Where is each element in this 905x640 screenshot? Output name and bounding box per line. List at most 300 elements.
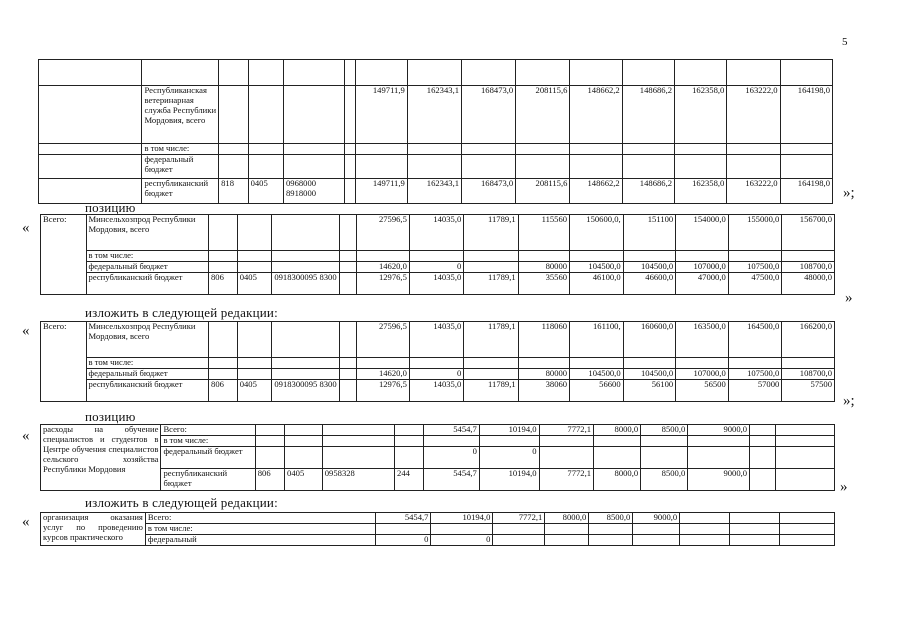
table-row xyxy=(39,155,833,179)
value-cell: 8000,0 xyxy=(545,513,589,524)
code-cell xyxy=(237,322,272,358)
value-cell xyxy=(780,144,832,155)
value-cell xyxy=(676,358,729,369)
value-cell: 0 xyxy=(479,447,539,469)
code-cell xyxy=(283,155,344,179)
code-cell xyxy=(272,215,339,251)
value-cell: 166200,0 xyxy=(782,322,835,358)
value-cell: 149711,9 xyxy=(356,86,407,144)
code-cell xyxy=(322,436,394,447)
value-cell: 14035,0 xyxy=(409,380,463,402)
heading-new-version-2: изложить в следующей редакции: xyxy=(85,495,278,510)
value-cell: 14620,0 xyxy=(357,262,409,273)
value-cell xyxy=(545,535,589,546)
value-cell: 0 xyxy=(431,535,493,546)
value-cell: 108700,0 xyxy=(782,369,835,380)
code-cell xyxy=(322,447,394,469)
value-cell xyxy=(776,447,835,469)
value-cell: 150600,0, xyxy=(570,215,624,251)
value-cell: 8500,0 xyxy=(589,513,633,524)
code-cell xyxy=(209,215,238,251)
value-cell xyxy=(688,436,750,447)
value-cell: 11789,1 xyxy=(464,380,518,402)
expense-label: расходы на обучение специалистов и студентов в Центре обучения специалистов сельского хозяйства Республики Мордовия xyxy=(41,425,161,491)
code-cell xyxy=(272,358,339,369)
code-cell xyxy=(209,369,238,380)
value-cell: 7772,1 xyxy=(493,513,545,524)
code-cell xyxy=(209,262,238,273)
code-cell xyxy=(209,322,238,358)
value-cell: 164500,0 xyxy=(728,322,782,358)
code-cell xyxy=(255,425,284,436)
value-cell xyxy=(622,60,674,86)
empty-cell xyxy=(344,86,356,144)
value-cell xyxy=(539,436,593,447)
value-cell: 5454,7 xyxy=(375,513,431,524)
value-cell xyxy=(539,447,593,469)
code-cell xyxy=(219,60,248,86)
row-name: федеральный xyxy=(145,535,375,546)
row-name: в том числе: xyxy=(86,358,209,369)
value-cell xyxy=(409,251,463,262)
code-cell: 0958328 xyxy=(322,469,394,491)
value-cell: 9000,0 xyxy=(688,425,750,436)
table-row xyxy=(41,262,835,273)
value-cell xyxy=(545,524,589,535)
value-cell xyxy=(464,369,518,380)
code-cell: 0405 xyxy=(285,469,323,491)
value-cell: 38060 xyxy=(518,380,569,402)
row-name: республиканский бюджет xyxy=(142,179,219,204)
value-cell: 10194,0 xyxy=(479,469,539,491)
value-cell: 148662,2 xyxy=(570,179,622,204)
code-cell xyxy=(272,251,339,262)
value-cell: 148662,2 xyxy=(570,86,622,144)
value-cell: 12976,5 xyxy=(357,380,409,402)
code-cell: 806 xyxy=(209,380,238,402)
empty-cell xyxy=(339,273,357,295)
value-cell xyxy=(493,524,545,535)
row-name: республиканский бюджет xyxy=(161,469,255,491)
value-cell xyxy=(750,436,776,447)
value-cell xyxy=(776,425,835,436)
value-cell: 154000,0 xyxy=(676,215,729,251)
value-cell xyxy=(516,144,570,155)
value-cell xyxy=(782,358,835,369)
row-name: в том числе: xyxy=(86,251,208,262)
value-cell: 27596,5 xyxy=(357,322,409,358)
value-cell xyxy=(633,535,680,546)
row-name xyxy=(142,60,219,86)
value-cell: 57500 xyxy=(782,380,835,402)
value-cell xyxy=(675,155,727,179)
value-cell xyxy=(464,262,518,273)
value-cell: 162343,1 xyxy=(407,86,461,144)
value-cell xyxy=(727,155,780,179)
code-cell: 0405 xyxy=(237,380,272,402)
table-row xyxy=(39,86,833,144)
code-cell: 818 xyxy=(219,179,248,204)
code-cell xyxy=(219,86,248,144)
code-cell xyxy=(395,447,424,469)
value-cell xyxy=(424,436,480,447)
opening-quote-4: « xyxy=(22,428,30,444)
heading-position-2: позицию xyxy=(85,409,136,424)
code-cell xyxy=(248,155,283,179)
code-cell xyxy=(237,369,272,380)
value-cell: 9000,0 xyxy=(633,513,680,524)
value-cell xyxy=(493,535,545,546)
code-cell: 806 xyxy=(255,469,284,491)
code-cell xyxy=(209,358,238,369)
code-cell xyxy=(283,144,344,155)
row-name: в том числе: xyxy=(142,144,219,155)
code-cell: 0918300095 8300 xyxy=(272,273,339,295)
value-cell: 11789,1 xyxy=(464,215,518,251)
value-cell: 0 xyxy=(409,262,463,273)
value-cell xyxy=(431,524,493,535)
heading-position-1: позицию xyxy=(85,200,136,215)
code-cell xyxy=(285,436,323,447)
empty-cell xyxy=(339,369,357,380)
value-cell: 148686,2 xyxy=(622,179,674,204)
row-name: республиканский бюджет xyxy=(86,273,208,295)
value-cell xyxy=(479,436,539,447)
value-cell xyxy=(407,60,461,86)
value-cell: 104500,0 xyxy=(570,262,624,273)
value-cell xyxy=(570,144,622,155)
value-cell xyxy=(675,144,727,155)
value-cell xyxy=(570,251,624,262)
value-cell xyxy=(570,358,624,369)
value-cell: 115560 xyxy=(518,215,569,251)
value-cell: 7772,1 xyxy=(539,425,593,436)
value-cell xyxy=(623,358,676,369)
code-cell xyxy=(395,425,424,436)
value-cell xyxy=(633,524,680,535)
code-cell xyxy=(272,369,339,380)
code-cell xyxy=(285,447,323,469)
value-cell: 0 xyxy=(424,447,480,469)
value-cell: 10194,0 xyxy=(431,513,493,524)
value-cell xyxy=(750,447,776,469)
value-cell xyxy=(750,469,776,491)
service-label: организация оказания услуг по проведению курсов практического xyxy=(41,513,146,546)
value-cell: 5454,7 xyxy=(424,469,480,491)
value-cell xyxy=(730,513,780,524)
code-cell xyxy=(237,215,272,251)
value-cell xyxy=(680,513,730,524)
closing-quote-1: »; xyxy=(843,185,855,201)
value-cell: 160600,0 xyxy=(623,322,676,358)
value-cell xyxy=(623,251,676,262)
value-cell: 104500,0 xyxy=(570,369,624,380)
value-cell xyxy=(676,251,729,262)
value-cell: 107000,0 xyxy=(676,262,729,273)
value-cell xyxy=(680,535,730,546)
row-name: Республиканская ветеринарная служба Республики Мордовия, всего xyxy=(142,86,219,144)
table-row xyxy=(39,144,833,155)
empty-cell xyxy=(39,155,142,179)
code-cell: 806 xyxy=(209,273,238,295)
value-cell: 11789,1 xyxy=(464,273,518,295)
value-cell: 12976,5 xyxy=(357,273,409,295)
opening-quote-3: « xyxy=(22,323,30,339)
value-cell: 8000,0 xyxy=(594,425,641,436)
value-cell: 164198,0 xyxy=(780,86,832,144)
code-cell xyxy=(209,251,238,262)
value-cell xyxy=(589,524,633,535)
value-cell xyxy=(407,144,461,155)
code-cell xyxy=(237,251,272,262)
table-row xyxy=(41,369,835,380)
value-cell: 163500,0 xyxy=(676,322,729,358)
table-row xyxy=(41,535,835,546)
closing-quote-4: » xyxy=(840,479,848,495)
value-cell: 208115,6 xyxy=(516,179,570,204)
row-name: Минсельхозпрод Республики Мордовия, всего xyxy=(86,215,208,251)
value-cell xyxy=(594,436,641,447)
table-row xyxy=(41,273,835,295)
value-cell xyxy=(462,144,516,155)
value-cell: 57000 xyxy=(728,380,782,402)
row-name: Всего: xyxy=(161,425,255,436)
value-cell xyxy=(570,155,622,179)
value-cell xyxy=(780,535,835,546)
value-cell xyxy=(675,60,727,86)
empty-cell xyxy=(339,251,357,262)
value-cell: 46600,0 xyxy=(623,273,676,295)
value-cell: 80000 xyxy=(518,262,569,273)
value-cell xyxy=(356,60,407,86)
row-name: федеральный бюджет xyxy=(86,369,209,380)
empty-cell xyxy=(339,358,357,369)
value-cell xyxy=(516,155,570,179)
code-cell xyxy=(237,262,272,273)
value-cell: 56100 xyxy=(623,380,676,402)
value-cell xyxy=(641,436,688,447)
value-cell: 27596,5 xyxy=(357,215,409,251)
value-cell: 14035,0 xyxy=(409,273,463,295)
value-cell xyxy=(356,155,407,179)
value-cell: 162358,0 xyxy=(675,179,727,204)
value-cell: 8000,0 xyxy=(594,469,641,491)
value-cell: 161100, xyxy=(570,322,624,358)
value-cell: 163222,0 xyxy=(727,86,780,144)
value-cell xyxy=(518,358,569,369)
table-row xyxy=(41,215,835,251)
value-cell: 151100 xyxy=(623,215,676,251)
code-cell: 0968000 8918000 xyxy=(283,179,344,204)
empty-cell xyxy=(39,144,142,155)
budget-table-position-1 xyxy=(40,214,835,295)
value-cell: 148686,2 xyxy=(622,86,674,144)
value-cell: 0 xyxy=(375,535,431,546)
value-cell: 8500,0 xyxy=(641,425,688,436)
value-cell xyxy=(409,358,463,369)
value-cell xyxy=(728,358,782,369)
value-cell: 108700,0 xyxy=(782,262,835,273)
value-cell xyxy=(680,524,730,535)
value-cell: 208115,6 xyxy=(516,86,570,144)
value-cell: 155000,0 xyxy=(728,215,782,251)
value-cell: 35560 xyxy=(518,273,569,295)
value-cell: 47500,0 xyxy=(728,273,782,295)
value-cell: 104500,0 xyxy=(623,262,676,273)
value-cell: 118060 xyxy=(518,322,569,358)
row-name: федеральный бюджет xyxy=(161,447,255,469)
value-cell: 9000,0 xyxy=(688,469,750,491)
table-row xyxy=(39,60,833,86)
value-cell xyxy=(375,524,431,535)
value-cell: 10194,0 xyxy=(479,425,539,436)
code-cell xyxy=(322,425,394,436)
value-cell xyxy=(622,144,674,155)
value-cell xyxy=(518,251,569,262)
value-cell xyxy=(728,251,782,262)
value-cell: 164198,0 xyxy=(780,179,832,204)
table-row xyxy=(41,524,835,535)
code-cell xyxy=(219,144,248,155)
value-cell xyxy=(516,60,570,86)
opening-quote-5: « xyxy=(22,514,30,530)
value-cell: 104500,0 xyxy=(623,369,676,380)
value-cell: 14035,0 xyxy=(409,322,463,358)
value-cell: 11789,1 xyxy=(464,322,518,358)
value-cell: 14620,0 xyxy=(357,369,409,380)
row-name: республиканский бюджет xyxy=(86,380,209,402)
code-cell xyxy=(255,436,284,447)
value-cell: 5454,7 xyxy=(424,425,480,436)
table-row xyxy=(41,425,835,436)
code-cell: 0918300095 8300 xyxy=(272,380,339,402)
value-cell: 80000 xyxy=(518,369,569,380)
value-cell xyxy=(594,447,641,469)
code-cell xyxy=(237,358,272,369)
value-cell: 162343,1 xyxy=(407,179,461,204)
value-cell xyxy=(688,447,750,469)
code-cell xyxy=(248,144,283,155)
heading-new-version-1: изложить в следующей редакции: xyxy=(85,305,278,320)
value-cell xyxy=(356,144,407,155)
value-cell: 168473,0 xyxy=(462,86,516,144)
value-cell: 14035,0 xyxy=(409,215,463,251)
value-cell: 163222,0 xyxy=(727,179,780,204)
row-name: в том числе: xyxy=(161,436,255,447)
value-cell xyxy=(641,447,688,469)
value-cell xyxy=(780,513,835,524)
value-cell: 107500,0 xyxy=(728,369,782,380)
value-cell xyxy=(730,524,780,535)
row-name: федеральный бюджет xyxy=(86,262,208,273)
value-cell xyxy=(464,358,518,369)
table-row xyxy=(41,358,835,369)
code-cell xyxy=(272,322,339,358)
code-cell: 0405 xyxy=(248,179,283,204)
value-cell: 149711,9 xyxy=(356,179,407,204)
empty-cell xyxy=(339,380,357,402)
value-cell: 47000,0 xyxy=(676,273,729,295)
value-cell: 168473,0 xyxy=(462,179,516,204)
code-cell: 244 xyxy=(395,469,424,491)
value-cell: 107000,0 xyxy=(676,369,729,380)
value-cell xyxy=(622,155,674,179)
opening-quote-2: « xyxy=(22,220,30,236)
empty-cell xyxy=(344,60,356,86)
value-cell xyxy=(730,535,780,546)
table-row xyxy=(41,380,835,402)
closing-quote-3: »; xyxy=(843,393,855,409)
code-cell: 0405 xyxy=(237,273,272,295)
value-cell xyxy=(357,251,409,262)
value-cell: 162358,0 xyxy=(675,86,727,144)
row-name: в том числе: xyxy=(145,524,375,535)
value-cell: 156700,0 xyxy=(782,215,835,251)
row-name: Минсельхозпрод Республики Мордовия, всего xyxy=(86,322,209,358)
value-cell: 46100,0 xyxy=(570,273,624,295)
value-cell xyxy=(780,60,832,86)
budget-table-new-version-1 xyxy=(40,321,835,402)
closing-quote-2: » xyxy=(845,290,853,306)
value-cell: 8500,0 xyxy=(641,469,688,491)
code-cell xyxy=(285,425,323,436)
value-cell: 48000,0 xyxy=(782,273,835,295)
code-cell xyxy=(395,436,424,447)
row-name: федеральный бюджет xyxy=(142,155,219,179)
empty-cell xyxy=(339,262,357,273)
code-cell xyxy=(255,447,284,469)
budget-table-position-2 xyxy=(40,424,835,491)
table-row xyxy=(39,179,833,204)
value-cell xyxy=(727,60,780,86)
value-cell: 107500,0 xyxy=(728,262,782,273)
total-label: Всего: xyxy=(41,322,87,402)
value-cell xyxy=(727,144,780,155)
budget-table-new-version-2 xyxy=(40,512,835,546)
row-name: Всего: xyxy=(145,513,375,524)
value-cell xyxy=(462,155,516,179)
value-cell xyxy=(462,60,516,86)
code-cell xyxy=(272,262,339,273)
value-cell: 56600 xyxy=(570,380,624,402)
page-number: 5 xyxy=(842,36,848,48)
code-cell xyxy=(283,60,344,86)
empty-cell xyxy=(339,215,357,251)
code-cell xyxy=(248,86,283,144)
table-row xyxy=(41,251,835,262)
empty-cell xyxy=(344,155,356,179)
budget-table-veterinary xyxy=(38,59,833,204)
empty-cell xyxy=(344,144,356,155)
value-cell xyxy=(570,60,622,86)
code-cell xyxy=(248,60,283,86)
value-cell xyxy=(776,469,835,491)
table-row xyxy=(41,513,835,524)
value-cell xyxy=(780,524,835,535)
total-label: Всего: xyxy=(41,215,87,295)
empty-cell xyxy=(339,322,357,358)
empty-cell xyxy=(344,179,356,204)
code-cell xyxy=(283,86,344,144)
value-cell: 7772,1 xyxy=(539,469,593,491)
value-cell: 0 xyxy=(409,369,463,380)
value-cell xyxy=(776,436,835,447)
value-cell xyxy=(464,251,518,262)
value-cell: 56500 xyxy=(676,380,729,402)
value-cell xyxy=(780,155,832,179)
value-cell xyxy=(357,358,409,369)
empty-cell xyxy=(39,86,142,144)
